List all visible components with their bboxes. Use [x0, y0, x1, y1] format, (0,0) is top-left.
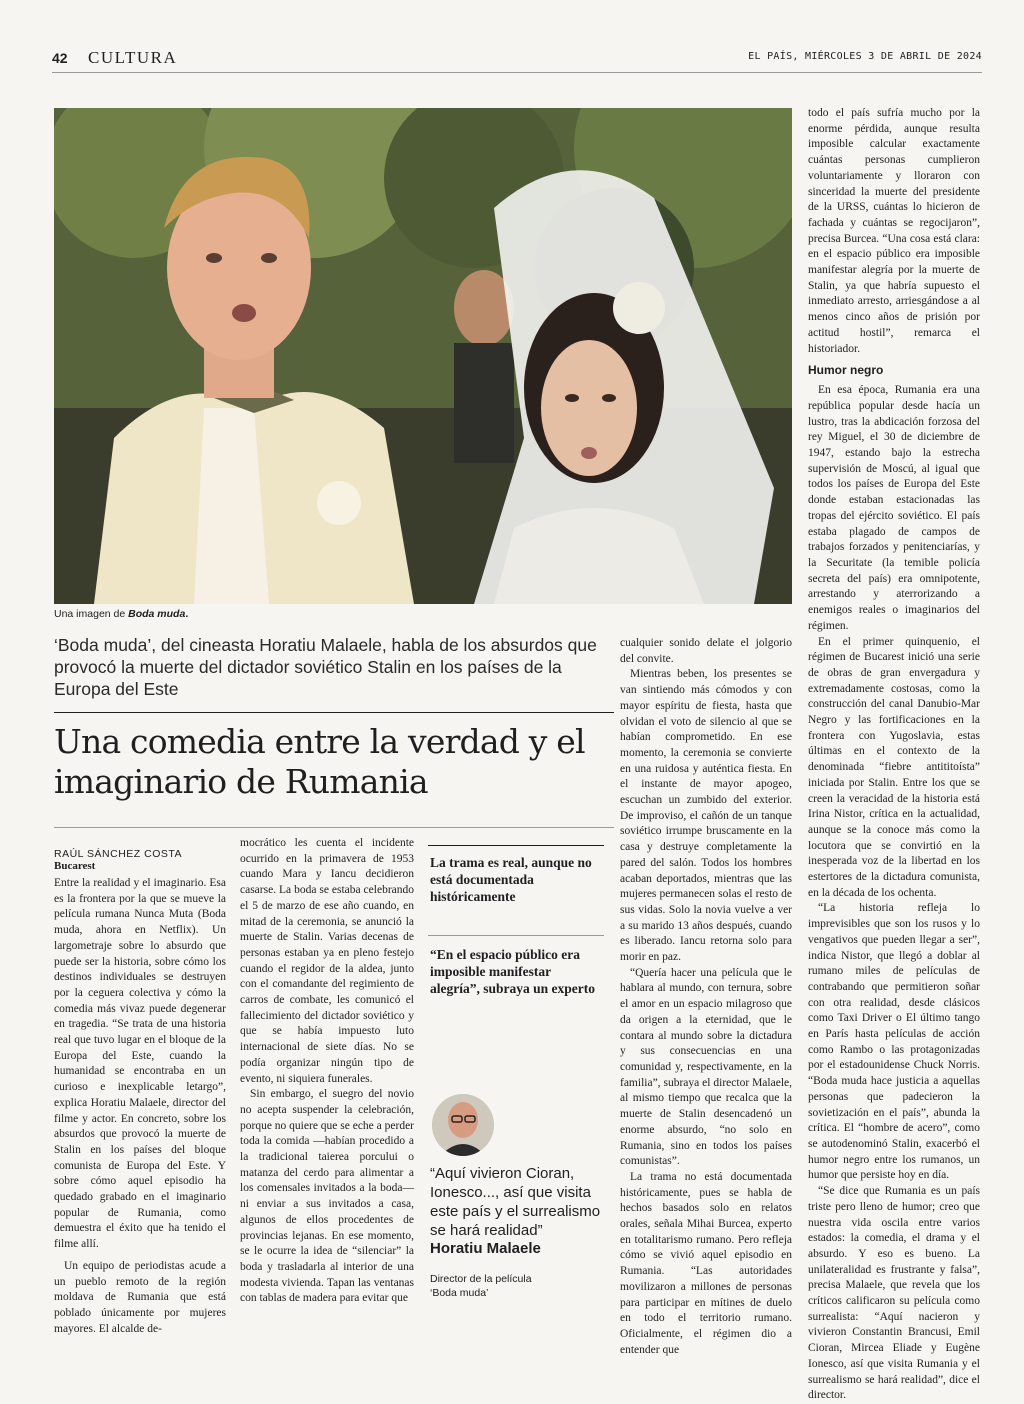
byline-author: RAÚL SÁNCHEZ COSTA: [54, 848, 183, 860]
body-paragraph: Sin embargo, el suegro del novio no acepta suspender la celebración, porque no quiere que se eche a perder toda la comida —habían procedido a la tradicional taierea porcului o matanza del cerdo para alimentar a los comensales invitados a la boda— ni enviar a sus invitados a casa, algunos de ellos procedentes de provincias lejanas. En ese momento, se le ocurre la idea de “silenciar” la boda y trasladarla al interior de una modesta vivienda. Tapan las ventanas con tablas de madera para evitar que: [240, 1088, 415, 1305]
body-paragraph: “Quería hacer una película que le hablara al mundo, con ternura, sobre el amor en un espacio milagroso que da origen a la eternidad, que le contara al mundo sobre la dictadura y sus consecuencias en una comunidad y, respectivamente, en la familia”, subraya el director Malaele, al mismo tiempo que recalca que la muerte de Stalin desencadenó un enorme absurdo, “no solo en Rumania, sino en todos los países comunistas”.: [620, 966, 792, 1168]
headline-bottom-rule: [54, 827, 614, 828]
director-quote: “Aquí vivieron Cioran, Ionesco..., así que visita este país y el surrealismo se hará realidad”: [430, 1165, 601, 1239]
body-paragraph: Un equipo de periodistas acude a un pueblo remoto de la región moldava de Rumania que está poblado únicamente por mujeres mayores. El alcalde de-: [54, 1259, 226, 1335]
director-portrait-icon: [432, 1094, 494, 1156]
article-headline: Una comedia entre la verdad y el imaginario de Rumania: [54, 722, 585, 801]
body-paragraph: La trama no está documentada históricamente, pues se habla de hechos basados solo en relatos orales, señala Mihai Burcea, experto en totalitarismo rumano. Pero refleja cómo se vivió aquel episodio en Rumania. “Las autoridades movilizaron a millones de personas para participar en mítines de duelo en todo el territorio rumano. Oficialmente, el régimen dio a entender que: [620, 1170, 792, 1356]
director-name: Horatiu Malaele: [430, 1240, 541, 1257]
body-paragraph: “Se dice que Rumania es un país triste pero lleno de humor; creo que nuestra vida oscila entre varios estados: la comedia, el drama y el absurdo. Y eso es bueno. La unilateralidad es frustrante y falsa”, precisa Malaele, que revela que los críticos calificaron su película como surrealista: “Aquí nacieron y vivieron Constantin Brancusi, Emil Cioran, Mircea Eliade y Eugène Ionesco, así que visita Rumania y el surrealismo se hará realidad”, dice el director.: [808, 1185, 980, 1402]
body-paragraph: “La historia refleja lo imprevisibles que son los rusos y lo vengativos que pueden llegar a ser”, indica Nistor, que llegó a doblar al rumano miles de películas de contrabando que permitieron soñar con otra realidad, desde clásicos como Taxi Driver o El último tango en París hasta películas de acción como Rambo o las protagonizadas por el estadounidense Chuck Norris. “Boda muda hace justicia a aquellas personas que padecieron la sovietización en el país”, abunda la crítica. El “hombre de acero”, como se autodenominó Stalin, exacerbó el humor negro entre los rumanos, un humor que persiste hoy en día.: [808, 902, 980, 1182]
column-5: [808, 106, 980, 1404]
body-paragraph: En esa época, Rumania era una república popular desde hacía un lustro, tras la abdicación forzosa del rey Miguel, el 30 de diciembre de 1947, estando bajo la estrecha supervisión de Moscú, al igual que todos los países de Europa del Este donde estaban estacionadas las tropas del ejército soviético. El país estaba plagado de campos de trabajos forzados y penitenciarías, y la Securitate (la temible policía secreta del país) era omnipotente, arrestando y aterrorizando a enemigos reales o imaginarios del régimen.: [808, 384, 980, 632]
film-still-illustration: [54, 108, 792, 604]
pullquote-two: “En el espacio público era imposible manifestar alegría”, subraya un experto: [430, 947, 595, 996]
column-1: [54, 848, 226, 1337]
headline-rule: [54, 712, 614, 713]
body-paragraph: En el primer quinquenio, el régimen de Bucarest inició una serie de obras de gran envergadura y extremadamente costosas, como la construcción del canal Danubio-Mar Negro y las fortificaciones en la frontera con Yugoslavia, estas últimas en el contexto de la denominada “fiebre antititoísta” iniciada por Stalin. Entre los que se creen la veracidad de la historia está Irina Nistor, crítica en la actualidad, aunque se la conoce más como la locutora que se convirtió en la inesperada voz de la libertad en los estertores de la dictadura comunista, en la década de los ochenta.: [808, 635, 980, 899]
masthead-date: EL PAÍS, MIÉRCOLES 3 DE ABRIL DE 2024: [748, 51, 982, 62]
section-subheading: Humor negro: [808, 363, 884, 378]
section-name: CULTURA: [88, 48, 178, 67]
caption-suffix: .: [185, 608, 189, 620]
running-head: [52, 44, 982, 73]
caption-title: Boda muda: [128, 608, 186, 620]
film-still-photo: [54, 108, 792, 604]
byline-place: Bucarest: [54, 860, 96, 872]
article-subhead: ‘Boda muda’, del cineasta Horatiu Malaele, habla de los absurdos que provocó la muerte del dictador soviético Stalin en los países de la Europa del Este: [54, 635, 597, 699]
body-paragraph: Mientras beben, los presentes se van sintiendo más cómodos y con mayor espíritu de fiesta, hasta que olvidan el voto de silencio al que se habían comprometido. En ese momento, la ceremonia se convierte en una ruidosa y auténtica fiesta. En el instante de mayor apogeo, escuchan un zumbido del exterior. De improviso, el cañón de un tanque soviético irrumpe bruscamente en la casa y destruye completamente la pared del salón. Todos los hombres acaban deportados, mientras que las mujeres permanecen solas el resto de sus vidas. Solo la novia vuelve a ver a su marido 13 años después, cuando es liberado. Iancu retorna solo para morir en paz.: [620, 668, 792, 964]
column-4: [620, 636, 792, 1358]
body-paragraph: Entre la realidad y el imaginario. Esa es la frontera por la que se mueve la película rumana Nunca Muta (Boda muda, ahora en Netflix). Un largometraje sobre lo absurdo que puede ser la historia, sobre cómo los destinos individuales se destruyen por la ceguera colectiva y cómo la comedia más vivaz puede degenerar en tragedia. “Se trata de una historia real que tuvo lugar en el bloque de la Europa del Este, cuando la humanidad se encontraba en un curioso e inexplicable letargo”, explica Horatiu Malaele, director del filme y actor. En concreto, sobre los absurdos que provocó la muerte de Stalin en los países del bloque comunista de Europa del Este. Y sobre cómo aquel episodio ha quedado grabado en el imaginario popular de Rumania, como demuestra el éxito que ha tenido el filme allí.: [54, 877, 226, 1251]
caption-prefix: Una imagen de: [54, 608, 129, 620]
pullquote-divider: [428, 935, 604, 936]
body-paragraph: todo el país sufría mucho por la enorme pérdida, aunque resulta imposible calcular exactamente cuántas personas cumplieron voluntariamente y lloraron con sinceridad la muerte del presidente de la URSS, cuántas lo hicieron de fachada y cuántas se regocijaron”, precisa Burcea. “Una cosa está clara: en el espacio público era imposible manifestar alegría por la muerte de Stalin, ya que habría supuesto el inmediato arresto, arriesgándose a al menos cinco años de prisión por actitud hostil”, remarca el historiador.: [808, 107, 980, 355]
body-paragraph: mocrático les cuenta el incidente ocurrido en la primavera de 1953 cuando Mara y Iancu decidieron casarse. La boda se estaba celebrando el 5 de marzo de ese año cuando, en mitad de la ceremonia, se anunció la muerte de Stalin. Varias decenas de personas estaban ya en pleno festejo cuando el regidor de la aldea, junto con el comandante del regimiento de carros de combate, les comunicó el fallecimiento del dictador soviético y que se había impuesto luto internacional de siete días. No se podía organizar ningún tipo de evento, ni siquiera funerales.: [240, 837, 414, 1085]
column-2: [240, 836, 414, 1307]
pullquote-rule: [428, 845, 604, 846]
director-avatar: [432, 1094, 494, 1156]
photo-caption: [54, 608, 188, 620]
body-paragraph: cualquier sonido delate el jolgorio del convite.: [620, 637, 792, 665]
director-role: Director de la película ‘Boda muda’: [430, 1273, 532, 1299]
page-number: 42: [52, 50, 68, 66]
pullquote-one: La trama es real, aunque no está documentada históricamente: [430, 855, 592, 904]
